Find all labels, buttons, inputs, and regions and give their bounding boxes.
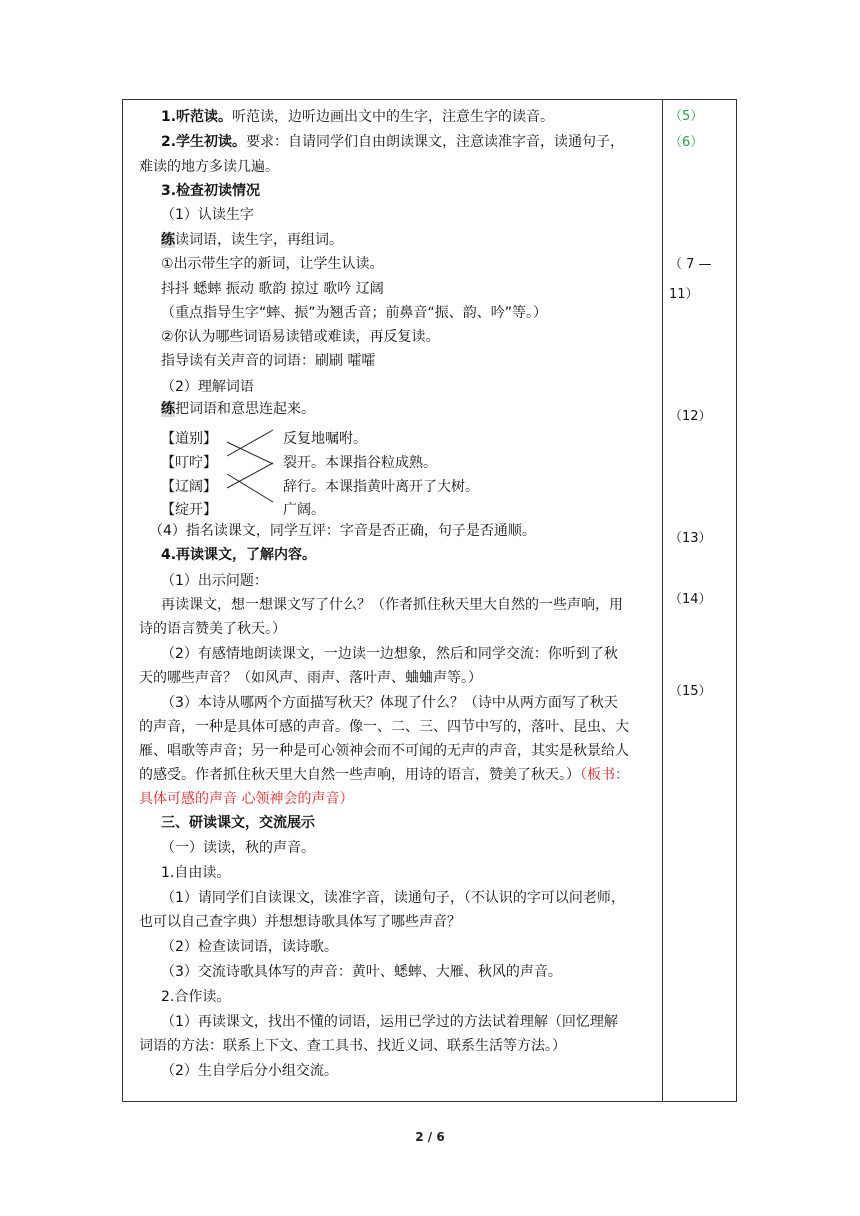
line-8: 抖抖 蟋蟀 振动 歌韵 掠过 歌吟 辽阔 [161, 281, 384, 297]
match-line-3 [227, 463, 273, 488]
match-word-2: 【叮咛】 [161, 455, 217, 471]
note-7-11-a: （ 7 — [669, 257, 712, 272]
note-12: （12） [669, 409, 712, 424]
match-word-1: 【道别】 [161, 431, 217, 447]
line-18: 诗的语言赞美了秋天。） [139, 621, 286, 637]
line-13: 练把词语和意思连起来。 [161, 401, 315, 417]
line-12: （2）理解词语 [161, 379, 254, 395]
page-number: 2 / 6 [415, 1130, 445, 1144]
line-7: ①出示带生字的新词，让学生认读。 [161, 256, 384, 272]
match-line-4 [227, 474, 273, 502]
note-13: （13） [669, 531, 712, 546]
line-15: 4.再读课文，了解内容。 [161, 547, 317, 563]
match-word-4: 【绽开】 [161, 502, 217, 518]
line-36: （2）生自学后分小组交流。 [161, 1063, 338, 1079]
note-14: （14） [669, 592, 712, 607]
line-27: （一）读读，秋的声音。 [161, 840, 315, 856]
lesson-plan-table [122, 99, 737, 1102]
note-6: （6） [669, 135, 704, 150]
match-line-2 [227, 430, 273, 456]
line-6: 练读词语，读生字，再组词。 [161, 232, 343, 248]
note-5: （5） [669, 109, 704, 124]
matching-lines [225, 426, 275, 512]
match-def-3: 辞行。本课指黄叶离开了大树。 [283, 479, 479, 495]
match-def-2: 裂开。本课指谷粒成熟。 [283, 455, 437, 471]
line-35: 词语的方法：联系上下文、查工具书、找近义词、联系生活等方法。） [139, 1038, 566, 1054]
line-10: ②你认为哪些词语易读错或难读，再反复读。 [161, 329, 440, 345]
line-23: 雁、唱歌等声音；另一种是可心领神会而不可闻的无声的声音，其实是秋景给人 [139, 743, 629, 759]
line-3: 难读的地方多读几遍。 [139, 159, 279, 175]
line-1: 1.听范读。听范读，边听边画出文中的生字，注意生字的读音。 [161, 109, 555, 125]
line-11: 指导读有关声音的词语：刷刷 嚯嚯 [161, 353, 376, 369]
line-17: 再读课文，想一想课文写了什么？（作者抓住秋天里大自然的一些声响，用 [161, 597, 623, 613]
match-def-4: 广阔。 [283, 502, 325, 518]
line-21: （3）本诗从哪两个方面描写秋天？体现了什么？（诗中从两方面写了秋天 [161, 695, 618, 711]
match-def-1: 反复地嘱咐。 [283, 431, 367, 447]
line-26: 三、研读课文，交流展示 [161, 815, 315, 831]
match-word-3: 【辽阔】 [161, 479, 217, 495]
line-22: 的声音，一种是具体可感的声音。像一、二、三、四节中写的，落叶、昆虫、大 [139, 719, 629, 735]
note-7-11-b: 11） [669, 287, 699, 302]
line-2: 2.学生初读。要求：自请同学们自由朗读课文，注意读准字音，读通句子， [161, 134, 625, 150]
line-29: （1）请同学们自读课文，读准字音，读通句子，（不认识的字可以问老师， [161, 890, 625, 906]
match-line-1 [227, 442, 273, 464]
line-31: （2）检查读词语，读诗歌。 [161, 939, 338, 955]
line-14: （4）指名读课文，同学互评：字音是否正确，句子是否通顺。 [149, 523, 536, 539]
line-33: 2.合作读。 [161, 989, 231, 1005]
line-34: （1）再读课文，找出不懂的词语，运用已学过的方法试着理解（回忆理解 [161, 1014, 618, 1030]
notes-column [663, 100, 736, 1101]
line-4: 3.检查初读情况 [161, 183, 261, 199]
line-32: （3）交流诗歌具体写的声音：黄叶、蟋蟀、大雁、秋风的声音。 [161, 964, 562, 980]
line-16: （1）出示问题： [161, 573, 268, 589]
line-20: 天的哪些声音？（如风声、雨声、落叶声、蛐蛐声等。） [139, 670, 482, 686]
line-9: （重点指导生字“蟀、振”为翘舌音；前鼻音“振、韵、吟”等。） [161, 305, 548, 321]
line-25: 具体可感的声音 心领神会的声音） [139, 791, 354, 807]
main-content-column [123, 100, 662, 1101]
line-24: 的感受。作者抓住秋天里大自然一些声响，用诗的语言，赞美了秋天。）（板书： [139, 767, 629, 783]
note-15: （15） [669, 684, 712, 699]
line-19: （2）有感情地朗读课文，一边读一边想象，然后和同学交流：你听到了秋 [161, 646, 618, 662]
line-30: 也可以自己查字典）并想想诗歌具体写了哪些声音？ [139, 914, 461, 930]
line-5: （1）认读生字 [161, 207, 254, 223]
line-28: 1.自由读。 [161, 865, 231, 881]
